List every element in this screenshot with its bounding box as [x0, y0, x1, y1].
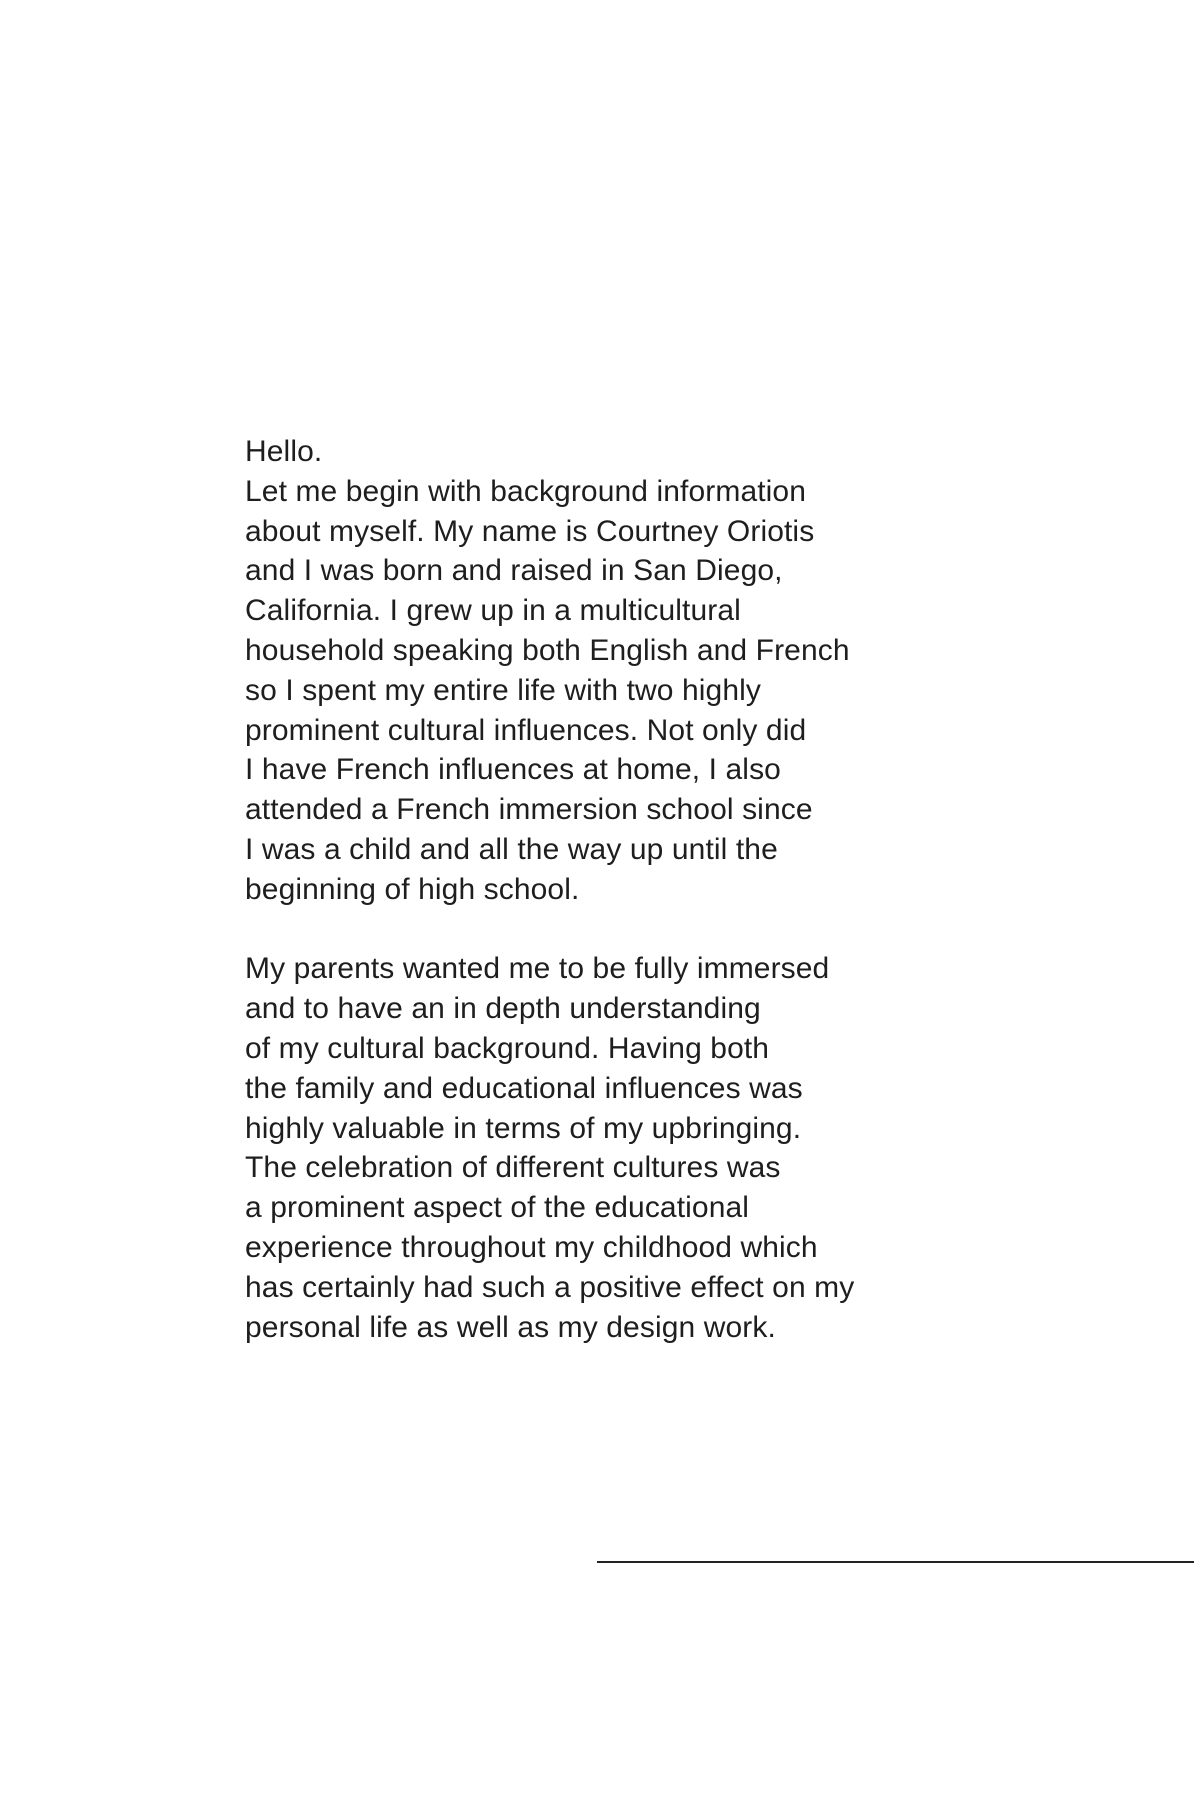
- paragraph-1: [245, 432, 1005, 910]
- text-line: Let me begin with background information: [245, 474, 806, 508]
- text-line: experience throughout my childhood which: [245, 1230, 818, 1264]
- text-line: the family and educational influences was: [245, 1071, 803, 1105]
- text-line: household speaking both English and French: [245, 633, 850, 667]
- text-line: personal life as well as my design work.: [245, 1310, 776, 1344]
- text-line: a prominent aspect of the educational: [245, 1191, 750, 1225]
- text-line: My parents wanted me to be fully immersed: [245, 952, 830, 986]
- text-line: beginning of high school.: [245, 872, 580, 906]
- text-line: attended a French immersion school since: [245, 793, 813, 827]
- text-line: I was a child and all the way up until the: [245, 832, 778, 866]
- text-line: I have French influences at home, I also: [245, 753, 781, 787]
- text-line: of my cultural background. Having both: [245, 1031, 770, 1065]
- text-line: about myself. My name is Courtney Oriotis: [245, 514, 815, 548]
- paragraph-2: [245, 949, 1005, 1347]
- text-line: prominent cultural influences. Not only did: [245, 713, 807, 747]
- text-line: so I spent my entire life with two highly: [245, 673, 761, 707]
- text-line: and to have an in depth understanding: [245, 992, 761, 1026]
- text-line: has certainly had such a positive effect on my: [245, 1270, 855, 1304]
- text-line: and I was born and raised in San Diego,: [245, 554, 783, 588]
- horizontal-rule: [597, 1561, 1194, 1563]
- text-line: highly valuable in terms of my upbringing.: [245, 1111, 802, 1145]
- letter-body: [245, 432, 1005, 1387]
- text-line: California. I grew up in a multicultural: [245, 594, 741, 628]
- greeting: Hello.: [245, 435, 323, 468]
- text-line: The celebration of different cultures was: [245, 1151, 781, 1185]
